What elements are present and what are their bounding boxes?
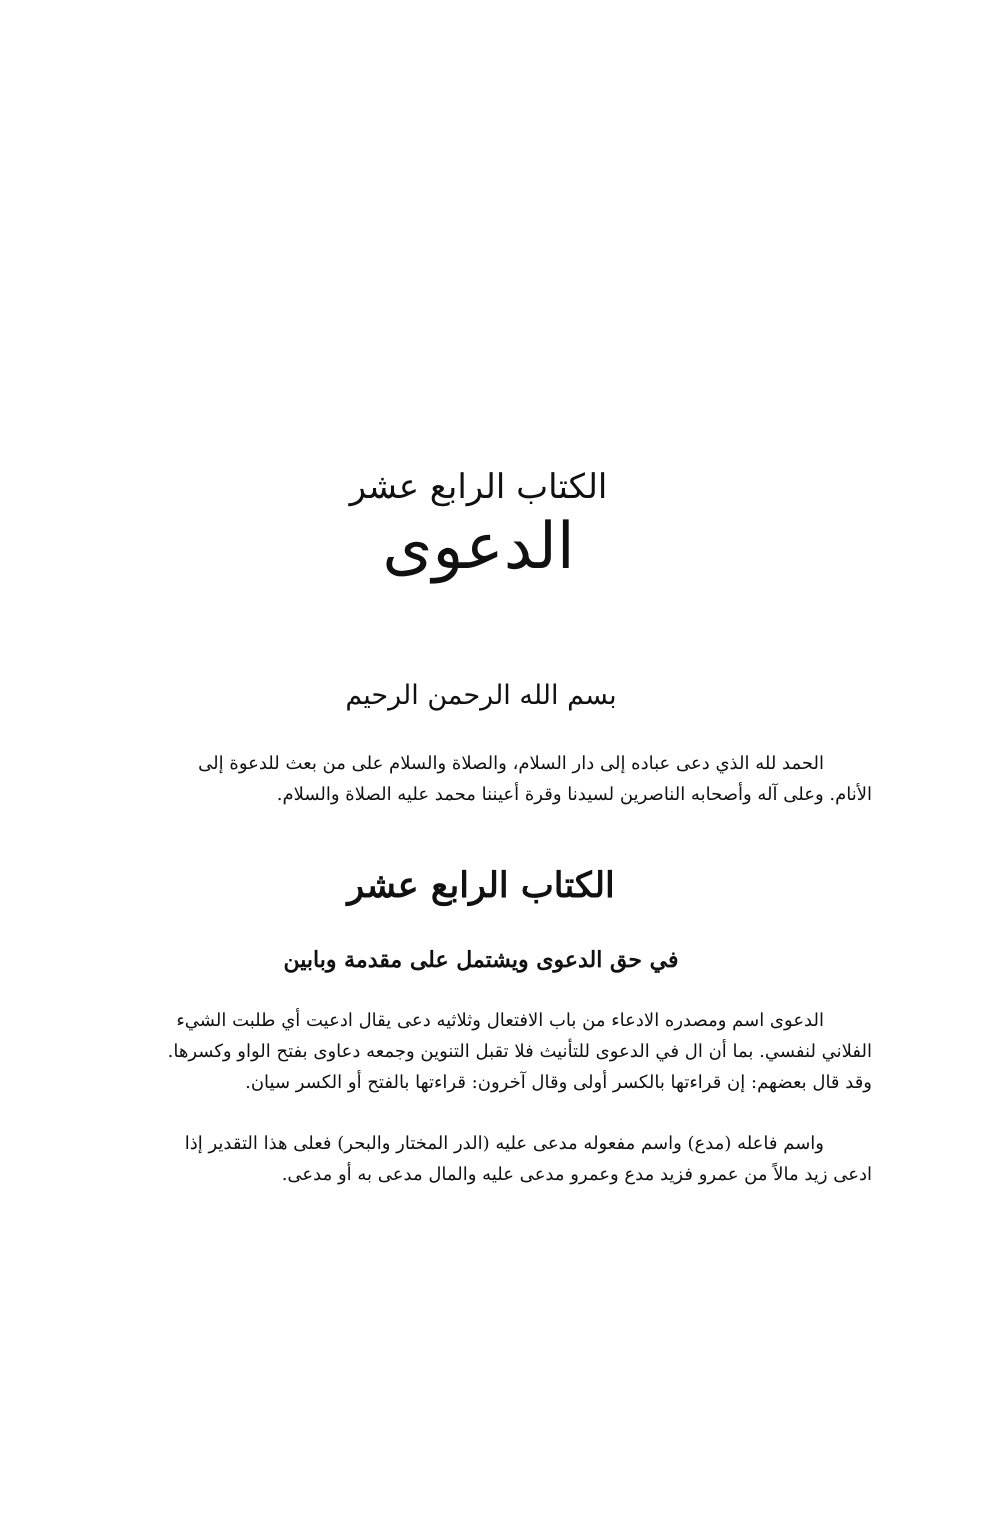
section-subheading: في حق الدعوى ويشتمل على مقدمة وبابين [283,947,679,973]
example-paragraph [117,1128,872,1190]
definition-line-3: وقد قال بعضهم: إن قراءتها بالكسر أولى وقال آخرون: قراءتها بالفتح أو الكسر سيان. [245,1072,872,1093]
section-heading: الكتاب الرابع عشر [347,865,615,906]
title-block [0,467,992,584]
intro-line-1: الحمد لله الذي دعى عباده إلى دار السلام، والصلاة والسلام على من بعث للدعوة إلى [198,753,824,774]
book-title: الكتاب الرابع عشر [349,467,608,507]
book-subject: الدعوى [382,510,575,584]
intro-paragraph [117,748,872,810]
definition-line-1: الدعوى اسم ومصدره الادعاء من باب الافتعال وثلاثيه دعى يقال ادعيت أي طلبت الشيء [176,1010,824,1031]
definition-line-2: الفلاني لنفسي. بما أن ال في الدعوى للتأنيث فلا تقبل التنوين وجمعه دعاوى بفتح الواو وكسرها. [167,1041,872,1062]
example-line-2: ادعى زيد مالاً من عمرو فزيد مدع وعمرو مدعى عليه والمال مدعى به أو مدعى. [281,1164,872,1185]
basmala: بسم الله الرحمن الرحيم [345,680,617,711]
example-line-1: واسم فاعله (مدع) واسم مفعوله مدعى عليه (الدر المختار والبحر) فعلى هذا التقدير إذا [184,1133,824,1154]
definition-paragraph [117,1005,872,1098]
intro-line-2: الأنام. وعلى آله وأصحابه الناصرين لسيدنا وقرة أعيننا محمد عليه الصلاة والسلام. [276,784,872,805]
